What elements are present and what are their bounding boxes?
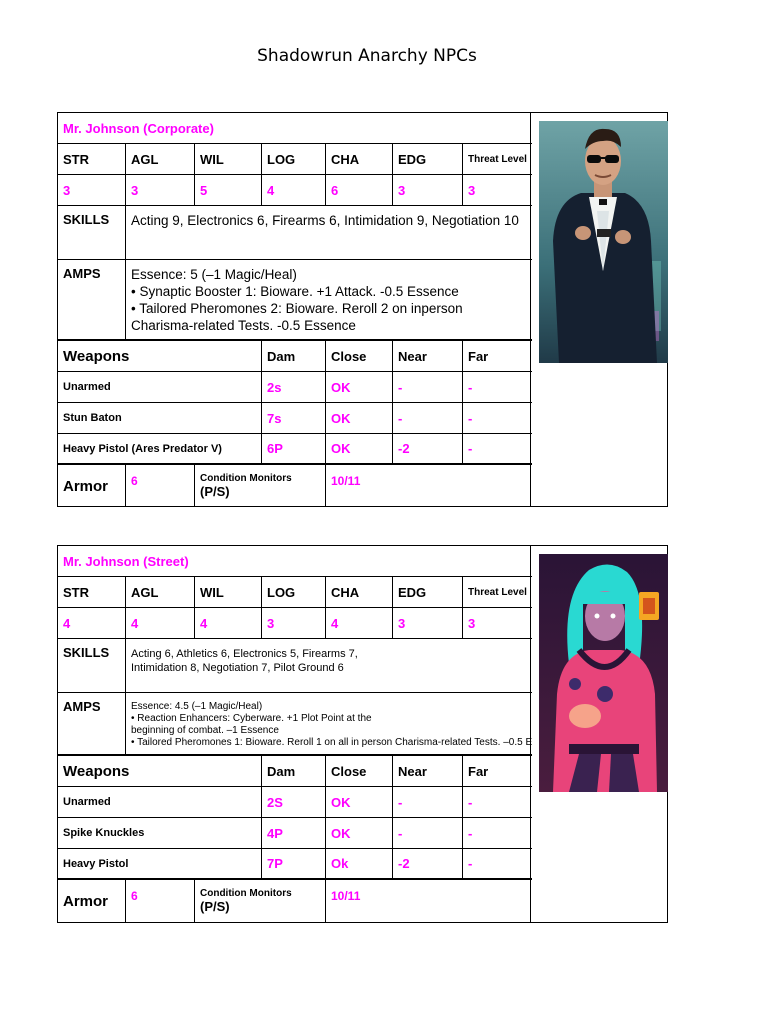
attr-header-cha: CHA bbox=[331, 151, 360, 167]
weapons-header-row bbox=[58, 756, 532, 787]
table-row bbox=[58, 787, 532, 818]
weapon-near: - bbox=[398, 379, 403, 395]
armor-value: 6 bbox=[131, 889, 138, 903]
portrait-image bbox=[539, 554, 668, 792]
close-header: Close bbox=[331, 763, 367, 779]
attr-header-wil: WIL bbox=[200, 584, 224, 600]
weapon-far: - bbox=[468, 794, 473, 810]
weapon-close: OK bbox=[331, 441, 351, 456]
skills-label: SKILLS bbox=[63, 645, 110, 660]
attr-header-str: STR bbox=[63, 584, 89, 600]
attr-header-log: LOG bbox=[267, 584, 296, 600]
weapon-near: -2 bbox=[398, 441, 410, 456]
weapon-close: Ok bbox=[331, 856, 349, 871]
page-title: Shadowrun Anarchy NPCs bbox=[257, 46, 477, 66]
weapon-far: - bbox=[468, 825, 473, 841]
far-header: Far bbox=[468, 348, 489, 364]
weapon-dam: 4P bbox=[267, 825, 283, 841]
amps-label: AMPS bbox=[63, 266, 101, 281]
condition-monitors-value: 10/11 bbox=[331, 474, 361, 488]
attr-header-wil: WIL bbox=[200, 151, 224, 167]
close-header: Close bbox=[331, 348, 367, 364]
weapon-dam: 6P bbox=[267, 441, 283, 456]
npc-portrait-street bbox=[539, 554, 668, 792]
table-row bbox=[58, 849, 532, 880]
attr-header-agl: AGL bbox=[131, 584, 159, 600]
amps-row bbox=[58, 260, 532, 341]
skills-text: Acting 6, Athletics 6, Electronics 5, Firearms 7, Intimidation 8, Negotiation 7, Pilot Ground 6 bbox=[131, 648, 358, 674]
attr-value-threat: 3 bbox=[468, 182, 476, 198]
dam-header: Dam bbox=[267, 763, 296, 779]
attr-header-threat: Threat Level bbox=[468, 586, 527, 598]
npc-sheet-street bbox=[57, 545, 668, 923]
attr-value-cha: 6 bbox=[331, 182, 339, 198]
portrait-cell bbox=[530, 546, 667, 922]
attr-header-edg: EDG bbox=[398, 584, 427, 600]
attr-value-cha: 4 bbox=[331, 615, 339, 631]
far-header: Far bbox=[468, 763, 489, 779]
attr-header-edg: EDG bbox=[398, 151, 427, 167]
amps-text bbox=[131, 701, 532, 749]
attr-value-wil: 4 bbox=[200, 615, 208, 631]
weapon-name: Heavy Pistol (Ares Predator V) bbox=[63, 442, 222, 455]
portrait-cell bbox=[530, 113, 667, 506]
npc-sheet-corporate bbox=[57, 112, 668, 507]
amps-line: • Synaptic Booster 1: Bioware. +1 Attack. -0.5 Essence bbox=[131, 284, 459, 299]
skills-text: Acting 9, Electronics 6, Firearms 6, Intimidation 9, Negotiation 10 bbox=[131, 213, 519, 228]
weapon-far: - bbox=[468, 410, 473, 426]
attr-header-cha: CHA bbox=[331, 584, 360, 600]
weapon-near: - bbox=[398, 825, 403, 841]
condition-monitors-sub: (P/S) bbox=[200, 484, 230, 499]
attr-value-threat: 3 bbox=[468, 615, 476, 631]
attr-value-agl: 3 bbox=[131, 182, 139, 198]
attr-value-edg: 3 bbox=[398, 182, 406, 198]
attr-value-log: 4 bbox=[267, 182, 275, 198]
npc-name: Mr. Johnson (Corporate) bbox=[63, 120, 214, 136]
weapon-close: OK bbox=[331, 825, 351, 841]
weapons-header-row bbox=[58, 341, 532, 372]
weapon-far: - bbox=[468, 856, 473, 871]
attr-header-row bbox=[58, 144, 532, 175]
weapon-dam: 2s bbox=[267, 379, 282, 395]
weapon-near: -2 bbox=[398, 856, 410, 871]
attr-value-row bbox=[58, 175, 532, 206]
armor-value: 6 bbox=[131, 474, 138, 488]
table-row bbox=[58, 372, 532, 403]
attr-value-edg: 3 bbox=[398, 615, 406, 631]
weapon-name: Unarmed bbox=[63, 796, 111, 808]
weapon-close: OK bbox=[331, 794, 351, 810]
amps-line: • Reaction Enhancers: Cyberware. +1 Plot Point at the bbox=[131, 713, 372, 724]
attr-value-str: 4 bbox=[63, 615, 71, 631]
attr-value-log: 3 bbox=[267, 615, 275, 631]
attr-value-agl: 4 bbox=[131, 615, 139, 631]
amps-line: Essence: 4.5 (–1 Magic/Heal) bbox=[131, 701, 263, 712]
attr-value-str: 3 bbox=[63, 182, 71, 198]
weapon-dam: 7s bbox=[267, 410, 282, 426]
armor-row bbox=[58, 880, 532, 922]
skills-row bbox=[58, 639, 532, 693]
condition-monitors-value: 10/11 bbox=[331, 889, 361, 903]
amps-row bbox=[58, 693, 532, 756]
weapon-name: Heavy Pistol bbox=[63, 857, 129, 870]
weapon-dam: 7P bbox=[267, 856, 283, 871]
name-row bbox=[58, 113, 532, 144]
attr-value-wil: 5 bbox=[200, 182, 208, 198]
npc-name: Mr. Johnson (Street) bbox=[63, 553, 189, 569]
table-row bbox=[58, 434, 532, 465]
attr-header-row bbox=[58, 577, 532, 608]
table-row bbox=[58, 818, 532, 849]
amps-line: • Tailored Pheromones 2: Bioware. Reroll 2 on inperson Charisma-related Tests. -0.5 Essence bbox=[131, 301, 463, 333]
name-row bbox=[58, 546, 532, 577]
armor-row bbox=[58, 465, 532, 507]
npc-portrait-corporate bbox=[539, 121, 668, 363]
near-header: Near bbox=[398, 763, 427, 779]
skills-row bbox=[58, 206, 532, 260]
dam-header: Dam bbox=[267, 348, 296, 364]
weapons-header: Weapons bbox=[63, 347, 130, 365]
armor-label: Armor bbox=[63, 477, 109, 495]
condition-monitors-label: Condition Monitors bbox=[200, 888, 292, 899]
amps-line: • Tailored Pheromones 1: Bioware. Reroll 1 on all in person Charisma-related Tests. –0.5 E bbox=[131, 737, 532, 748]
condition-monitors-sub: (P/S) bbox=[200, 899, 230, 914]
weapon-name: Spike Knuckles bbox=[63, 827, 145, 839]
weapon-far: - bbox=[468, 441, 473, 456]
attr-header-str: STR bbox=[63, 151, 89, 167]
condition-monitors-label: Condition Monitors bbox=[200, 473, 292, 484]
attr-header-threat: Threat Level bbox=[468, 153, 527, 165]
armor-label: Armor bbox=[63, 892, 109, 910]
weapon-near: - bbox=[398, 410, 403, 426]
amps-label: AMPS bbox=[63, 699, 101, 714]
weapon-name: Unarmed bbox=[63, 381, 111, 393]
amps-text bbox=[131, 266, 527, 334]
near-header: Near bbox=[398, 348, 427, 364]
table-row bbox=[58, 403, 532, 434]
attr-value-row bbox=[58, 608, 532, 639]
weapon-near: - bbox=[398, 794, 403, 810]
weapon-dam: 2S bbox=[267, 794, 283, 810]
amps-line: beginning of combat. –1 Essence bbox=[131, 725, 279, 736]
weapon-far: - bbox=[468, 379, 473, 395]
amps-line: Essence: 5 (–1 Magic/Heal) bbox=[131, 267, 297, 282]
weapons-header: Weapons bbox=[63, 762, 130, 780]
attr-header-log: LOG bbox=[267, 151, 296, 167]
skills-label: SKILLS bbox=[63, 212, 110, 227]
portrait-image bbox=[539, 121, 668, 363]
weapon-close: OK bbox=[331, 379, 351, 395]
weapon-name: Stun Baton bbox=[63, 412, 122, 424]
weapon-close: OK bbox=[331, 410, 351, 426]
attr-header-agl: AGL bbox=[131, 151, 159, 167]
